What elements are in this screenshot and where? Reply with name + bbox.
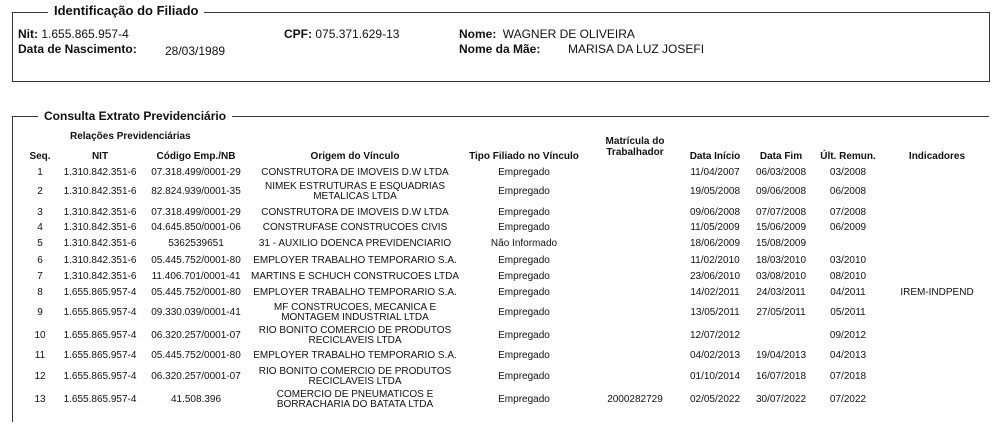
cell-inicio: 04/02/2013: [689, 350, 741, 361]
cell-fim: 16/07/2018: [755, 371, 807, 382]
cell-seq: 2: [37, 186, 43, 197]
cell-seq: 4: [37, 222, 43, 233]
mae-label-field: [459, 42, 540, 56]
cell-remun: 06/2009: [829, 222, 867, 233]
cell-inicio: 01/10/2014: [689, 371, 741, 382]
cell-inicio: 23/06/2010: [689, 271, 741, 282]
nascimento-field: [18, 42, 137, 56]
cell-fim: 27/05/2011: [756, 307, 806, 318]
col-remun-header: Últ. Remun.: [820, 151, 876, 162]
cell-fim: 30/07/2022: [755, 394, 807, 405]
cell-tipo: Empregado: [498, 371, 550, 382]
cell-tipo: Empregado: [498, 207, 550, 218]
cell-origem: NIMEK ESTRUTURAS E ESQUADRIAS METALICAS LTDA: [264, 181, 446, 202]
cell-matricula: [596, 325, 674, 347]
nit-value: 1.655.865.957-4: [41, 27, 129, 41]
cell-fim: 24/03/2011: [756, 287, 806, 298]
cell-nit: 1.310.842.351-6: [63, 238, 137, 249]
col-codigo-header: Código Emp./NB: [156, 151, 236, 162]
cell-inicio: 18/06/2009: [689, 238, 741, 249]
col-tipo-header: Tipo Filiado no Vínculo: [469, 151, 579, 162]
consulta-legend: Consulta Extrato Previdenciário: [38, 109, 232, 123]
cell-matricula: [596, 366, 674, 388]
cell-nit: 1.655.865.957-4: [63, 394, 137, 405]
cell-indicadores: [892, 166, 982, 180]
cell-fim: 18/03/2010: [755, 255, 807, 266]
cell-origem: MARTINS E SCHUCH CONSTRUCOES LTDA: [251, 271, 459, 282]
cell-tipo: Empregado: [498, 287, 550, 298]
cell-tipo: Empregado: [498, 255, 550, 266]
cell-seq: 8: [37, 287, 43, 298]
cell-nit: 1.310.842.351-6: [63, 167, 137, 178]
cell-remun: 07/2022: [829, 394, 867, 405]
cell-remun: 04/2013: [829, 350, 867, 361]
cell-nit: 1.310.842.351-6: [63, 222, 137, 233]
cell-matricula: [596, 349, 674, 363]
cell-matricula: [596, 286, 674, 300]
nascimento-label: Data de Nascimento:: [18, 42, 137, 56]
cell-matricula: [596, 221, 674, 235]
cell-tipo: Empregado: [498, 330, 550, 341]
cell-codigo: 09.330.039/0001-41: [151, 307, 241, 318]
cell-codigo: 11.406.701/0001-41: [151, 271, 241, 282]
cell-inicio: 11/05/2009: [690, 222, 740, 233]
col-origem-header: Origem do Vínculo: [310, 151, 400, 162]
col-matricula-header: Matrícula do Trabalhador: [605, 136, 665, 158]
cell-indicadores: [892, 181, 982, 203]
cell-matricula: [596, 181, 674, 203]
cell-origem: RIO BONITO COMERCIO DE PRODUTOS RECICLAVEIS LTDA: [258, 366, 452, 387]
cell-seq: 10: [34, 330, 46, 341]
cell-codigo: 07.318.499/0001-29: [151, 167, 241, 178]
cell-origem: MF CONSTRUCOES, MECANICA E MONTAGEM INDUSTRIAL LTDA: [273, 302, 437, 323]
cell-codigo: 05.445.752/0001-80: [151, 287, 241, 298]
cell-fim: 15/08/2009: [755, 238, 807, 249]
cell-inicio: 12/07/2012: [689, 330, 741, 341]
nome-value: WAGNER DE OLIVEIRA: [502, 27, 635, 41]
cell-codigo: 05.445.752/0001-80: [151, 350, 241, 361]
cell-seq: 3: [37, 207, 43, 218]
col-inicio-header: Data Início: [689, 151, 741, 162]
cell-indicadores: IREM-INDPEND: [900, 287, 974, 298]
cell-indicadores: [892, 389, 982, 411]
cell-origem: 31 - AUXILIO DOENCA PREVIDENCIARIO: [258, 238, 452, 249]
cell-remun: [812, 237, 884, 251]
cell-tipo: Empregado: [498, 307, 550, 318]
cell-origem: CONSTRUTORA DE IMOVEIS D.W LTDA: [261, 167, 449, 178]
cell-indicadores: [892, 206, 982, 220]
cell-origem: EMPLOYER TRABALHO TEMPORARIO S.A.: [253, 287, 457, 298]
cell-tipo: Empregado: [498, 394, 550, 405]
nome-field: [459, 27, 635, 41]
relacoes-subtitle: Relações Previdenciárias: [70, 131, 191, 142]
cell-tipo: Empregado: [498, 167, 550, 178]
cell-matricula: [596, 270, 674, 284]
cell-indicadores: [892, 325, 982, 347]
cell-remun: 05/2011: [830, 307, 866, 318]
cell-remun: 03/2010: [829, 255, 867, 266]
cell-tipo: Empregado: [498, 222, 550, 233]
cell-fim: 09/06/2008: [755, 186, 807, 197]
cell-fim: [748, 325, 814, 347]
mae-value: MARISA DA LUZ JOSEFI: [568, 42, 705, 56]
cell-indicadores: [892, 302, 982, 324]
cell-matricula: [596, 237, 674, 251]
cell-remun: 07/2008: [829, 207, 867, 218]
cpf-value: 075.371.629-13: [315, 27, 400, 41]
cell-remun: 07/2018: [829, 371, 867, 382]
cell-matricula: [596, 302, 674, 324]
cell-tipo: Empregado: [498, 186, 550, 197]
cell-fim: 03/08/2010: [755, 271, 807, 282]
cell-codigo: 05.445.752/0001-80: [151, 255, 241, 266]
cell-nit: 1.655.865.957-4: [63, 330, 137, 341]
cell-fim: 19/04/2013: [755, 350, 807, 361]
cell-codigo: 82.824.939/0001-35: [151, 186, 241, 197]
cell-remun: 03/2008: [829, 167, 867, 178]
cell-origem: RIO BONITO COMERCIO DE PRODUTOS RECICLAVEIS LTDA: [258, 325, 452, 346]
cell-remun: 08/2010: [829, 271, 867, 282]
cell-inicio: 14/02/2011: [690, 287, 740, 298]
cell-inicio: 11/02/2010: [690, 255, 740, 266]
cell-origem: EMPLOYER TRABALHO TEMPORARIO S.A.: [253, 255, 457, 266]
cell-seq: 12: [34, 371, 46, 382]
cell-nit: 1.655.865.957-4: [63, 350, 137, 361]
nascimento-value: 28/03/1989: [165, 44, 226, 58]
cell-inicio: 09/06/2008: [689, 207, 741, 218]
cell-matricula: [596, 254, 674, 268]
col-seq-header: Seq.: [29, 151, 51, 162]
cell-seq: 11: [34, 350, 46, 361]
cell-indicadores: [892, 270, 982, 284]
cell-inicio: 02/05/2022: [689, 394, 741, 405]
nome-label: Nome:: [459, 27, 497, 41]
cell-fim: 07/07/2008: [755, 207, 807, 218]
nit-field: [18, 27, 129, 41]
cell-codigo: 06.320.257/0001-07: [151, 371, 241, 382]
cell-origem: COMERCIO DE PNEUMATICOS E BORRACHARIA DO BATATA LTDA: [276, 389, 434, 410]
cell-inicio: 11/04/2007: [690, 167, 740, 178]
cell-nit: 1.310.842.351-6: [63, 271, 137, 282]
cell-indicadores: [892, 237, 982, 251]
cell-codigo: 41.508.396: [170, 394, 222, 405]
cell-remun: 06/2008: [829, 186, 867, 197]
cell-indicadores: [892, 221, 982, 235]
cpf-label: CPF:: [284, 27, 312, 41]
cpf-field: [284, 27, 399, 41]
cell-tipo: Empregado: [498, 350, 550, 361]
cell-seq: 7: [37, 271, 43, 282]
cell-inicio: 13/05/2011: [690, 307, 740, 318]
identificacao-legend: Identificação do Filiado: [48, 4, 204, 18]
cell-origem: EMPLOYER TRABALHO TEMPORARIO S.A.: [253, 350, 457, 361]
cell-seq: 6: [37, 255, 43, 266]
cell-codigo: 5362539651: [168, 238, 224, 249]
cell-inicio: 19/05/2008: [689, 186, 741, 197]
cell-nit: 1.310.842.351-6: [63, 255, 137, 266]
cell-fim: 06/03/2008: [755, 167, 807, 178]
cell-seq: 5: [37, 238, 43, 249]
cell-matricula: [596, 206, 674, 220]
cell-seq: 1: [37, 167, 43, 178]
cell-indicadores: [892, 366, 982, 388]
cell-codigo: 06.320.257/0001-07: [151, 330, 241, 341]
cell-seq: 9: [37, 307, 43, 318]
cell-matricula: [596, 166, 674, 180]
cell-nit: 1.655.865.957-4: [63, 307, 137, 318]
cell-remun: 04/2011: [830, 287, 866, 298]
cell-remun: 09/2012: [829, 330, 867, 341]
cell-indicadores: [892, 254, 982, 268]
cell-origem: CONSTRUFASE CONSTRUCOES CIVIS: [262, 222, 448, 233]
nit-label: Nit:: [18, 27, 38, 41]
mae-label: Nome da Mãe:: [459, 42, 541, 56]
col-fim-header: Data Fim: [759, 151, 803, 162]
cell-nit: 1.655.865.957-4: [63, 371, 137, 382]
cell-codigo: 04.645.850/0001-06: [151, 222, 241, 233]
cell-seq: 13: [34, 394, 46, 405]
cell-tipo: Empregado: [498, 271, 550, 282]
cell-nit: 1.310.842.351-6: [63, 186, 137, 197]
cell-nit: 1.655.865.957-4: [63, 287, 137, 298]
cell-fim: 15/06/2009: [755, 222, 807, 233]
cell-matricula: 2000282729: [607, 394, 663, 405]
col-indicadores-header: Indicadores: [908, 151, 966, 162]
cell-nit: 1.310.842.351-6: [63, 207, 137, 218]
cell-codigo: 07.318.499/0001-29: [151, 207, 241, 218]
cell-indicadores: [892, 349, 982, 363]
col-nit-header: NIT: [91, 151, 109, 162]
cell-tipo: Não Informado: [490, 238, 558, 249]
cell-origem: CONSTRUTORA DE IMOVEIS D.W LTDA: [261, 207, 449, 218]
